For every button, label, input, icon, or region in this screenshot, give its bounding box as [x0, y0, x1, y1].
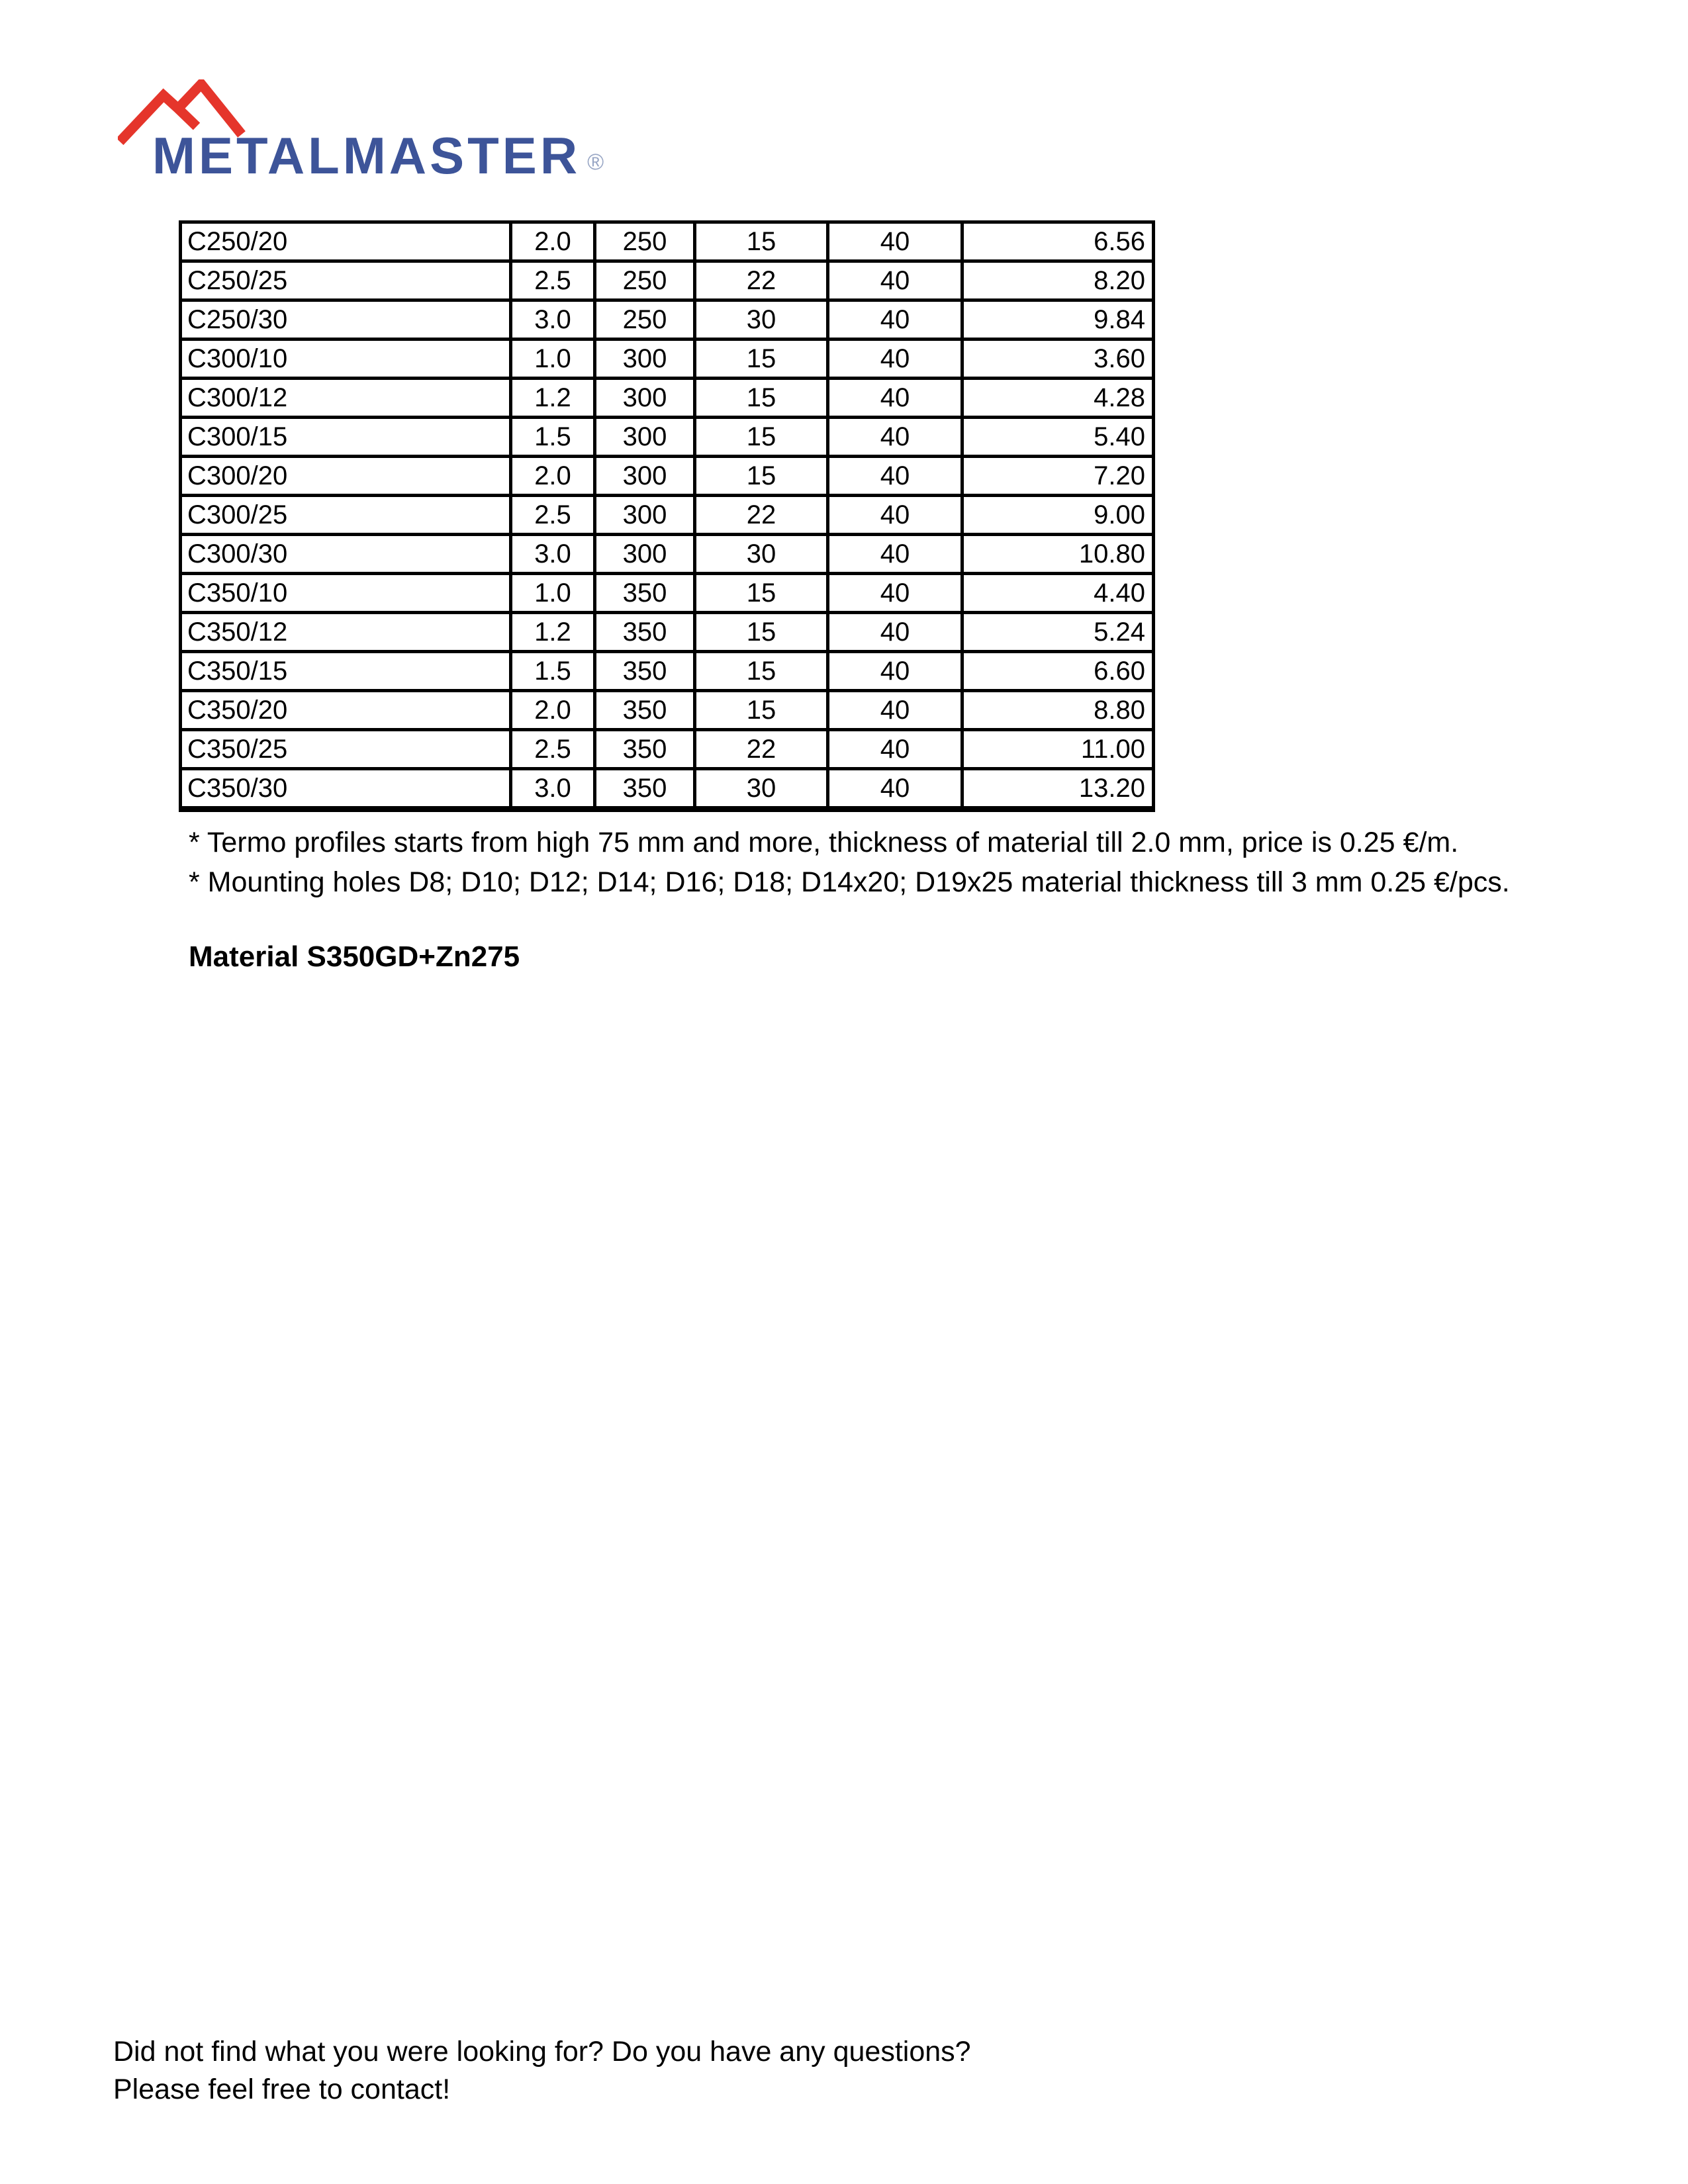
cell-profile: C350/25: [181, 730, 511, 769]
table-row: [181, 769, 1154, 809]
cell-v5: 40: [828, 340, 962, 379]
cell-thickness: 1.5: [511, 652, 595, 691]
logo-wordmark-row: [152, 126, 604, 185]
table-row: [181, 340, 1154, 379]
cell-v5: 40: [828, 535, 962, 574]
cell-profile: C250/20: [181, 222, 511, 261]
table-row: [181, 496, 1154, 535]
cell-v5: 40: [828, 300, 962, 340]
footer-contact-line: Please feel free to contact!: [113, 2073, 451, 2105]
cell-v4: 30: [695, 769, 828, 809]
cell-height: 300: [595, 496, 695, 535]
cell-v4: 15: [695, 418, 828, 457]
table-row: [181, 574, 1154, 613]
cell-v4: 15: [695, 379, 828, 418]
cell-profile: C250/25: [181, 261, 511, 300]
cell-price: 10.80: [962, 535, 1154, 574]
cell-profile: C350/12: [181, 613, 511, 652]
cell-thickness: 2.5: [511, 261, 595, 300]
table-row: [181, 730, 1154, 769]
table-row: [181, 222, 1154, 261]
cell-v5: 40: [828, 222, 962, 261]
cell-profile: C300/25: [181, 496, 511, 535]
cell-height: 250: [595, 300, 695, 340]
cell-profile: C350/20: [181, 691, 511, 730]
cell-price: 6.60: [962, 652, 1154, 691]
cell-height: 300: [595, 535, 695, 574]
table-row: [181, 535, 1154, 574]
cell-thickness: 1.2: [511, 379, 595, 418]
table-row: [181, 691, 1154, 730]
cell-v4: 30: [695, 535, 828, 574]
footer-block: [113, 2033, 971, 2109]
cell-v4: 15: [695, 691, 828, 730]
cell-v4: 22: [695, 261, 828, 300]
cell-height: 300: [595, 457, 695, 496]
cell-v5: 40: [828, 691, 962, 730]
cell-v5: 40: [828, 769, 962, 809]
table-row: [181, 379, 1154, 418]
cell-v5: 40: [828, 379, 962, 418]
cell-height: 250: [595, 261, 695, 300]
cell-profile: C350/15: [181, 652, 511, 691]
table-row: [181, 652, 1154, 691]
cell-price: 5.24: [962, 613, 1154, 652]
cell-v5: 40: [828, 730, 962, 769]
cell-v5: 40: [828, 613, 962, 652]
cell-price: 9.84: [962, 300, 1154, 340]
cell-thickness: 1.5: [511, 418, 595, 457]
cell-v4: 15: [695, 574, 828, 613]
cell-height: 350: [595, 769, 695, 809]
cell-price: 5.40: [962, 418, 1154, 457]
cell-v4: 15: [695, 613, 828, 652]
registered-trademark-icon: ®: [587, 149, 604, 175]
price-table: [179, 220, 1155, 812]
cell-price: 8.20: [962, 261, 1154, 300]
cell-price: 4.28: [962, 379, 1154, 418]
cell-profile: C300/20: [181, 457, 511, 496]
cell-price: 11.00: [962, 730, 1154, 769]
cell-height: 350: [595, 652, 695, 691]
cell-v5: 40: [828, 496, 962, 535]
cell-height: 350: [595, 691, 695, 730]
cell-profile: C350/30: [181, 769, 511, 809]
cell-thickness: 2.5: [511, 496, 595, 535]
cell-height: 300: [595, 379, 695, 418]
cell-height: 350: [595, 613, 695, 652]
cell-v4: 15: [695, 340, 828, 379]
cell-profile: C350/10: [181, 574, 511, 613]
cell-v5: 40: [828, 261, 962, 300]
note-termo-profiles: * Termo profiles starts from high 75 mm and more, thickness of material till 2.0 mm, price is 0.25 €/m.: [189, 827, 1459, 858]
cell-thickness: 1.2: [511, 613, 595, 652]
cell-v4: 22: [695, 730, 828, 769]
table-row: [181, 300, 1154, 340]
cell-thickness: 3.0: [511, 535, 595, 574]
cell-price: 9.00: [962, 496, 1154, 535]
note-mounting-holes: * Mounting holes D8; D10; D12; D14; D16; D18; D14x20; D19x25 material thickness till 3 mm 0.25 €/pcs.: [189, 866, 1510, 898]
cell-v4: 15: [695, 457, 828, 496]
cell-profile: C250/30: [181, 300, 511, 340]
cell-profile: C300/15: [181, 418, 511, 457]
table-row: [181, 418, 1154, 457]
footer-question-line: Did not find what you were looking for? Do you have any questions?: [113, 2036, 971, 2068]
cell-thickness: 2.0: [511, 457, 595, 496]
cell-height: 350: [595, 730, 695, 769]
material-line: Material S350GD+Zn275: [189, 940, 520, 973]
cell-v5: 40: [828, 457, 962, 496]
price-table-body: [181, 222, 1154, 809]
cell-thickness: 1.0: [511, 574, 595, 613]
table-row: [181, 261, 1154, 300]
cell-v4: 15: [695, 222, 828, 261]
table-row: [181, 457, 1154, 496]
cell-v5: 40: [828, 574, 962, 613]
cell-thickness: 3.0: [511, 769, 595, 809]
cell-v5: 40: [828, 418, 962, 457]
cell-thickness: 1.0: [511, 340, 595, 379]
logo-wordmark: METALMASTER: [152, 126, 581, 185]
table-row: [181, 613, 1154, 652]
cell-price: 3.60: [962, 340, 1154, 379]
cell-v4: 15: [695, 652, 828, 691]
cell-price: 13.20: [962, 769, 1154, 809]
cell-height: 350: [595, 574, 695, 613]
cell-profile: C300/10: [181, 340, 511, 379]
cell-height: 300: [595, 418, 695, 457]
cell-thickness: 3.0: [511, 300, 595, 340]
cell-v4: 22: [695, 496, 828, 535]
cell-thickness: 2.0: [511, 222, 595, 261]
cell-profile: C300/12: [181, 379, 511, 418]
cell-profile: C300/30: [181, 535, 511, 574]
cell-price: 4.40: [962, 574, 1154, 613]
cell-price: 8.80: [962, 691, 1154, 730]
cell-price: 7.20: [962, 457, 1154, 496]
notes-block: [189, 823, 1510, 902]
cell-height: 250: [595, 222, 695, 261]
cell-v4: 30: [695, 300, 828, 340]
cell-height: 300: [595, 340, 695, 379]
cell-price: 6.56: [962, 222, 1154, 261]
cell-thickness: 2.5: [511, 730, 595, 769]
cell-thickness: 2.0: [511, 691, 595, 730]
cell-v5: 40: [828, 652, 962, 691]
